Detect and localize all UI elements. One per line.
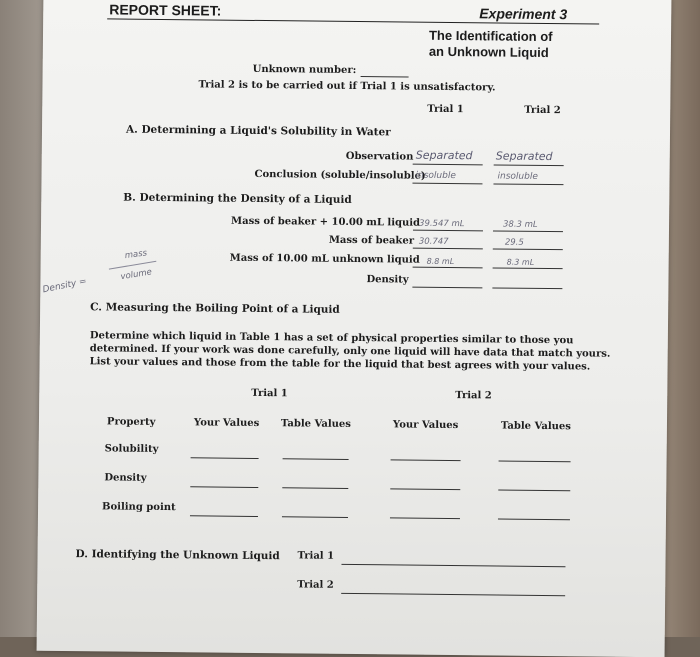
solubility-table-t1[interactable] (283, 458, 349, 460)
experiment-number: Experiment 3 (479, 5, 568, 23)
conclusion-t2-value: insoluble (497, 171, 538, 182)
density-row-label: Mass of beaker (328, 234, 415, 247)
table-header-property: Property (106, 416, 156, 428)
table-header-your-values-1: Your Values (193, 417, 260, 430)
density-row-t2-field[interactable] (493, 267, 563, 269)
margin-note-density: Density = (41, 276, 88, 296)
column-trial1: Trial 1 (427, 103, 464, 116)
density-row-t2-field[interactable] (493, 230, 563, 232)
density-your-t2[interactable] (390, 488, 460, 490)
solubility-your-t1[interactable] (191, 457, 259, 459)
density-row-label: Density (366, 274, 409, 286)
conclusion-t1-field[interactable] (412, 183, 482, 185)
density-your-t1[interactable] (190, 486, 258, 488)
unknown-number-field[interactable] (361, 76, 409, 78)
report-sheet-heading: REPORT SHEET: (109, 1, 222, 19)
boiling-your-t2[interactable] (390, 517, 460, 519)
table-header-your-values-2: Your Values (392, 419, 459, 432)
column-trial2: Trial 2 (524, 104, 561, 117)
density-row-t2-field[interactable] (493, 248, 563, 250)
property-boiling-point: Boiling point (102, 501, 176, 514)
section-d-trial2: Trial 2 (297, 579, 334, 591)
property-density: Density (104, 472, 147, 484)
density-row-label: Mass of 10.00 mL unknown liquid (229, 252, 420, 266)
margin-note-mass: mass (124, 248, 148, 262)
solubility-table-t2[interactable] (499, 461, 571, 463)
experiment-title-line1: The Identification of (428, 27, 553, 45)
density-row-t1-field[interactable] (413, 230, 483, 232)
observation-t1-field[interactable] (413, 164, 483, 166)
identity-t2-field[interactable] (341, 593, 565, 596)
experiment-title-line2: an Unknown Liquid (428, 43, 549, 61)
section-a-title: A. Determining a Liquid's Solubility in Water (125, 123, 391, 139)
density-table-t1[interactable] (282, 487, 348, 489)
observation-label: Observation (345, 150, 414, 163)
identity-t1-field[interactable] (341, 564, 565, 567)
section-c-trial2: Trial 2 (455, 390, 492, 402)
solubility-your-t2[interactable] (391, 459, 461, 461)
margin-note-volume: volume (119, 267, 153, 283)
density-row-label: Mass of beaker + 10.00 mL liquid (231, 215, 421, 229)
density-row-t2-value: 38.3 mL (502, 219, 538, 230)
conclusion-label: Conclusion (soluble/insoluble) (254, 168, 426, 182)
unknown-number-label: Unknown number: (252, 63, 357, 77)
density-row-t1-value: 39.547 mL (419, 218, 465, 230)
table-header-table-values-2: Table Values (500, 420, 571, 433)
section-c-instructions-1: Determine which liquid in Table 1 has a set of physical properties similar to those you (89, 330, 574, 347)
boiling-your-t1[interactable] (190, 515, 258, 517)
table-header-table-values-1: Table Values (280, 418, 351, 430)
boiling-table-t2[interactable] (498, 519, 570, 521)
density-row-t1-field[interactable] (412, 287, 482, 289)
density-row-t2-field[interactable] (492, 287, 562, 289)
section-c-instructions-3: List your values and those from the table for the liquid that best agrees with your values. (89, 356, 591, 373)
section-b-title: B. Determining the Density of a Liquid (123, 191, 352, 206)
property-solubility: Solubility (104, 443, 159, 455)
section-c-instructions-2: determined. If your work was done carefully, only one liquid will have data that match yours. (89, 343, 611, 360)
section-d-trial1: Trial 1 (297, 550, 335, 562)
density-table-t2[interactable] (498, 490, 570, 492)
observation-t2-field[interactable] (494, 164, 564, 166)
boiling-table-t1[interactable] (282, 516, 348, 518)
section-d-title: D. Identifying the Unknown Liquid (75, 548, 280, 563)
conclusion-t2-field[interactable] (493, 183, 563, 185)
density-row-t1-field[interactable] (413, 248, 483, 250)
density-row-t2-value: 29.5 (504, 237, 524, 248)
trial-note: Trial 2 is to be carried out if Trial 1 is unsatisfactory. (198, 79, 496, 94)
observation-t1-value: Separated (415, 148, 473, 163)
section-c-title: C. Measuring the Boiling Point of a Liquid (90, 301, 340, 316)
section-c-trial1: Trial 1 (251, 387, 288, 400)
density-row-t1-field[interactable] (413, 267, 483, 269)
observation-t2-value: Separated (495, 149, 553, 164)
density-row-t1-value: 30.747 (418, 236, 449, 247)
conclusion-t1-value: insoluble (415, 170, 456, 182)
density-row-t2-value: 8.3 mL (506, 257, 535, 267)
report-sheet (37, 0, 672, 657)
density-row-t1-value: 8.8 mL (426, 256, 455, 267)
